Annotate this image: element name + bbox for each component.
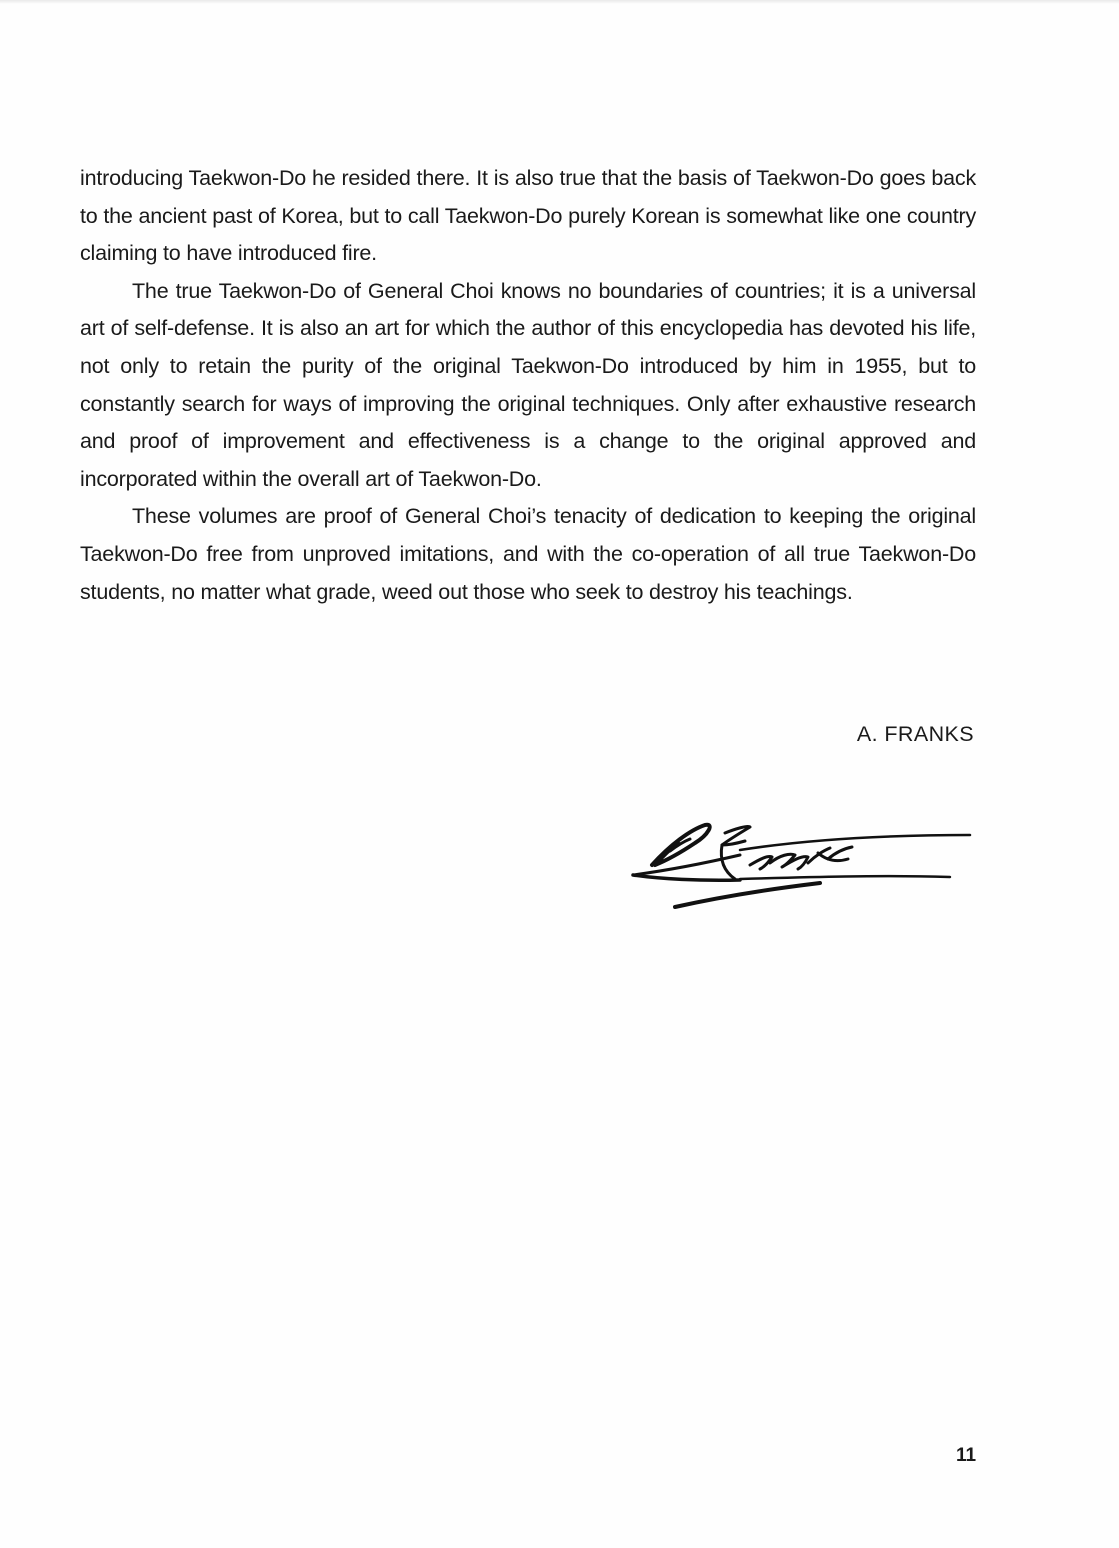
body-text — [80, 160, 976, 611]
paragraph-true-taekwon-do: The true Taekwon-Do of General Choi knows no boundaries of countries; it is a universal art of self-defense. It is also an art for which the author of this encyclopedia has devoted his life, not only to retain the purity of the original Taekwon-Do introduced by him in 1955, but to constantly search for ways of improving the original techniques. Only after exhaustive research and proof of improvement and effectiveness is a change to the original approved and incorporated within the overall art of Taekwon-Do. — [80, 278, 976, 491]
signature-name: A. FRANKS — [856, 722, 974, 746]
page-number: 11 — [956, 1445, 977, 1466]
page-top-edge — [0, 0, 1119, 4]
paragraph-these-volumes: These volumes are proof of General Choi’s tenacity of dedication to keeping the original Taekwon-Do free from unproved imitations, and with the co-operation of all true Taekwon-Do students, no matter what grade, weed out those who seek to destroy his teachings. — [80, 504, 976, 604]
paragraph-continuation: introducing Taekwon-Do he resided there. It is also true that the basis of Taekwon-Do goes back to the ancient past of Korea, but to call Taekwon-Do purely Korean is somewhat like one country claiming to have introduced fire. — [80, 166, 976, 266]
signature-icon — [630, 815, 975, 915]
